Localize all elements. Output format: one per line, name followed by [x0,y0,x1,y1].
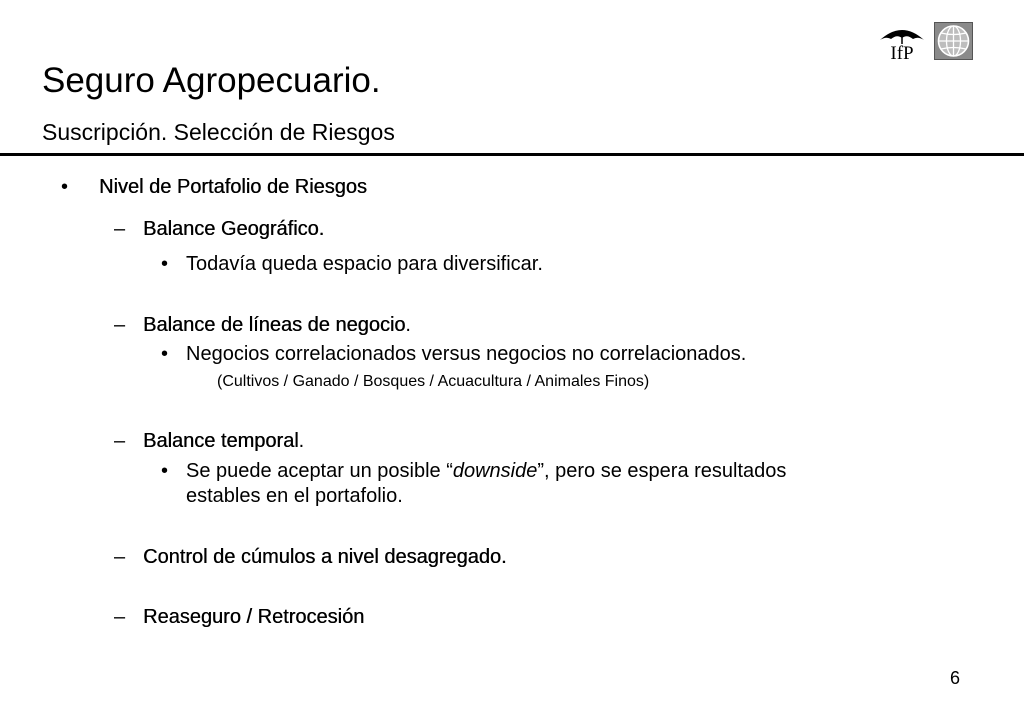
page-number: 6 [950,668,961,688]
item-temporal-period: . [298,430,305,452]
item-geo-label: Balance Geográfico. [143,218,325,240]
bullet-marker: • [161,253,169,275]
detail-text-start: Se puede aceptar un posible “ [186,460,453,482]
ifp-logo-text: IfP [890,43,914,62]
detail-text-end: ”, pero se espera resultados [537,460,787,482]
dash-marker: – [114,430,126,452]
slide-subtitle: Suscripción. Selección de Riesgos [42,119,395,145]
dash-marker: – [114,606,126,628]
item-lines-detail: Negocios correlacionados versus negocios no correlacionados. [186,343,747,365]
dash-marker: – [114,546,126,568]
bullet-marker: • [161,460,169,482]
slide-title: Seguro Agropecuario. [42,61,381,100]
item-lines-label: Balance de líneas de negocio [143,314,406,336]
bullet-marker: • [161,343,169,365]
ifp-logo-icon [876,22,928,62]
item-temporal-detail [186,459,786,483]
item-reaseguro: Reaseguro / Retrocesión [143,606,365,628]
header-divider [0,153,1024,156]
item-lines-examples: (Cultivos / Ganado / Bosques / Acuacultura / Animales Finos) [217,373,650,390]
globe-logo-icon [934,22,973,60]
item-temporal-label: Balance temporal [143,430,299,452]
heading-portfolio: Nivel de Portafolio de Riesgos [99,176,367,198]
dash-marker: – [114,314,126,336]
item-lines [143,313,411,337]
item-cumulos: Control de cúmulos a nivel desagregado. [143,546,507,568]
item-temporal-detail-line2: estables en el portafolio. [186,485,403,507]
bullet-marker: • [61,176,69,198]
item-lines-period: . [405,314,411,336]
item-temporal [143,429,304,453]
dash-marker: – [114,218,126,240]
item-geo-detail: Todavía queda espacio para diversificar. [186,253,543,275]
detail-text-italic: downside [452,460,538,482]
